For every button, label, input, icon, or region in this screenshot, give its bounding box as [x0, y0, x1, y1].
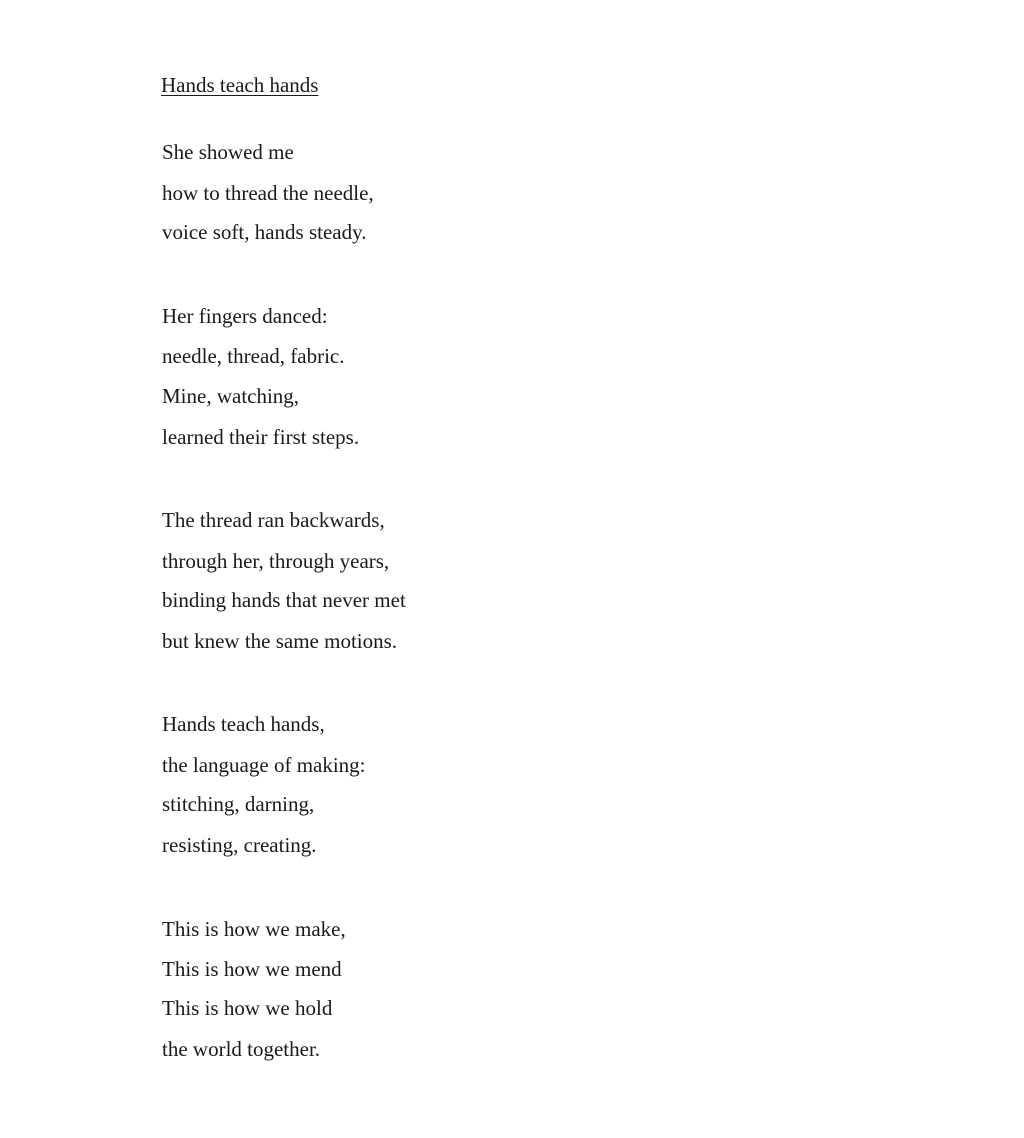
poem-line: voice soft, hands steady.	[162, 220, 367, 244]
poem-line: Her fingers danced:	[162, 304, 328, 328]
poem-line: the language of making:	[162, 753, 366, 777]
poem-line: Mine, watching,	[162, 384, 300, 408]
poem-line: but knew the same motions.	[162, 629, 398, 653]
poem-line: binding hands that never met	[162, 588, 406, 612]
poem-line: stitching, darning,	[162, 792, 315, 816]
poem-line: how to thread the needle,	[162, 181, 374, 205]
poem-title: Hands teach hands	[161, 73, 319, 97]
poem-line: resisting, creating.	[162, 833, 317, 857]
poem-line: learned their first steps.	[162, 425, 360, 449]
poem-line: This is how we hold	[162, 996, 333, 1020]
poem-line: the world together.	[162, 1037, 321, 1061]
poem-line: This is how we make,	[162, 917, 346, 941]
poem-line: This is how we mend	[162, 957, 342, 981]
poem-line: through her, through years,	[162, 549, 390, 573]
poem-line: The thread ran backwards,	[162, 508, 385, 532]
poem-line: needle, thread, fabric.	[162, 344, 345, 368]
poem-line: Hands teach hands,	[162, 712, 325, 736]
poem-line: She showed me	[162, 140, 294, 164]
